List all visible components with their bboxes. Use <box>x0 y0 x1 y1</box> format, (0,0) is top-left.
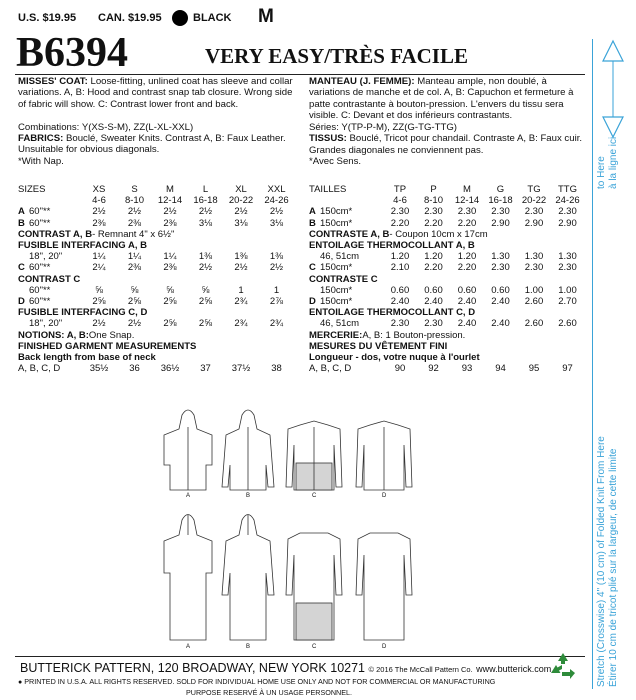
fr-notions-label: MERCERIE: <box>309 329 363 341</box>
en-fusible-cd-row-value-1: 2½ <box>127 318 142 330</box>
en-size-ranges-row-value-0: 4-6 <box>92 195 106 207</box>
en-contrast-c-row-view: D <box>18 296 25 307</box>
fr-back-length-row-value-5: 97 <box>562 363 573 375</box>
en-contrast-c-row-value-2: ⅝ <box>166 284 174 296</box>
en-notions <box>18 330 296 341</box>
description-title-en: MISSES' COAT: <box>18 76 88 87</box>
fabrics-text-fr: Bouclé, Tricot pour chandail. Contraste A, B: Faux cuir. Grandes diagonales ne conviennent pas. <box>309 133 583 156</box>
fr-fusible-ab-row-value-3: 1.30 <box>491 251 510 263</box>
fr-contrast-c-row-value-3: 2.40 <box>491 296 510 307</box>
en-contrast-c-label: CONTRAST C <box>18 273 81 285</box>
en-fusible-cd <box>18 307 296 318</box>
fr-contrast-ab-detail: - Coupon 10cm x 17cm <box>389 228 488 240</box>
fr-yardage-row-value-0: 2.20 <box>390 217 410 229</box>
en-contrast-c-row-value-0: 2⅝ <box>92 296 106 307</box>
fr-yardage-row-value-5: 2.30 <box>558 206 577 218</box>
fr-contrast-c-row-width: 150cm* <box>320 296 353 307</box>
en-yardage-row <box>18 206 296 217</box>
fr-fusible-ab-row <box>309 251 587 262</box>
fr-yardage-row-value-1: 2.30 <box>424 206 443 218</box>
en-contrast-c-row-value-0: ⅝ <box>95 284 103 296</box>
back-label-b: B <box>246 644 251 650</box>
en-fusible-ab-row-width: 60"** <box>29 262 51 274</box>
fr-yardage-row-value-2: 2.20 <box>457 217 477 229</box>
front-view-d <box>356 421 412 490</box>
en-size-ranges-row <box>18 195 296 206</box>
front-label-a: A <box>186 493 191 499</box>
en-yardage-row-value-3: 2½ <box>198 206 213 218</box>
arrow-up-icon <box>599 39 627 139</box>
fr-fusible-cd-label: ENTOILAGE THERMOCOLLANT C, D <box>309 307 476 319</box>
garment-illustrations <box>150 405 435 655</box>
en-back-length-row-value-5: 38 <box>271 363 282 375</box>
en-fusible-ab-row-value-3: 1⅜ <box>198 251 213 263</box>
en-back-length-row-value-1: 36 <box>129 363 140 375</box>
front-view-a <box>164 410 212 490</box>
fr-yardage-row-value-4: 2.30 <box>524 206 544 218</box>
en-contrast-ab-label: CONTRAST A, B <box>18 228 93 240</box>
yardage-table-en <box>18 184 296 396</box>
en-yardage-row-width: 60"** <box>29 206 51 218</box>
en-back-length-row-value-3: 37 <box>200 363 211 375</box>
fr-fusible-ab-label: ENTOILAGE THERMOCOLLANT A, B <box>309 240 475 251</box>
en-contrast-c-row <box>18 285 296 296</box>
en-fusible-ab-row <box>18 262 296 273</box>
fr-contrast-c-row-value-2: 2.40 <box>457 296 477 307</box>
yardage-table-fr <box>309 184 587 396</box>
en-back-length <box>18 352 296 363</box>
fr-size-ranges-row-value-4: 20-22 <box>521 195 547 207</box>
back-label-a: A <box>186 644 191 650</box>
fr-yardage-row-view: B <box>309 217 316 229</box>
en-yardage-row-value-1: 2½ <box>127 206 142 218</box>
fr-back-length-row-value-4: 95 <box>528 363 540 375</box>
description-text-fr: Manteau ample, non doublé, à variations de manche et de col. A, B: Capuchon et fermeture à patte contrastante à bouton-pression. L'envers du tissu sera visible. C: Devant et dos inférieurs contrastants. <box>309 76 574 121</box>
front-label-d: D <box>382 493 387 499</box>
pattern-number: B6394 <box>16 30 129 76</box>
en-fusible-ab-label: FUSIBLE INTERFACING A, B <box>18 240 147 251</box>
fr-contrast-c-row-value-1: 2.40 <box>424 296 443 307</box>
en-fusible-cd-row-value-0: 2½ <box>92 318 106 330</box>
fr-contrast-c-row-value-5: 1.00 <box>558 284 577 296</box>
color-swatch-icon <box>172 10 188 26</box>
en-fusible-ab-row-value-0: 1¼ <box>92 251 106 263</box>
en-contrast-c-row-width: 60"** <box>29 284 51 296</box>
en-finished <box>18 341 296 352</box>
fr-contrast-c-row-width: 150cm* <box>320 284 353 296</box>
en-contrast-c-row-value-5: 1 <box>273 284 280 296</box>
fr-size-ranges-row-value-3: 16-18 <box>488 195 513 207</box>
en-yardage-row-width: 60"** <box>29 217 51 229</box>
en-fusible-cd-row-value-5: 2¾ <box>269 318 284 330</box>
fr-fusible-ab-row-value-0: 2.10 <box>390 262 410 274</box>
en-fusible-ab-row-view: C <box>18 262 25 274</box>
en-fusible-cd-row <box>18 318 296 329</box>
en-contrast-c-row-value-1: 2⅝ <box>127 296 142 307</box>
en-fusible-ab-row-value-5: 1⅜ <box>269 251 284 263</box>
en-yardage-row-value-2: 2⅜ <box>163 217 177 229</box>
en-fusible-cd-row-value-4: 2¾ <box>234 318 248 330</box>
footer-rule <box>15 656 585 657</box>
fr-sizes-row-value-1: P <box>430 184 437 195</box>
en-contrast-c-row-value-4: 2¾ <box>234 296 248 307</box>
fr-contrast-c <box>309 274 587 285</box>
fr-yardage-row-value-1: 2.20 <box>424 217 443 229</box>
knit-stretch-gauge <box>592 39 633 689</box>
en-back-length-row-value-4: 37½ <box>231 363 251 375</box>
fr-fusible-cd-row-value-3: 2.40 <box>491 318 510 330</box>
fr-sizes-row-value-2: M <box>463 184 471 195</box>
en-notions-detail: One Snap. <box>88 329 135 341</box>
en-yardage-row-value-3: 3⅛ <box>198 217 213 229</box>
en-fusible-ab-row-value-5: 2½ <box>269 262 284 274</box>
en-back-length-row-width: A, B, C, D <box>18 363 61 375</box>
en-contrast-c-row-value-2: 2⅝ <box>163 296 177 307</box>
fr-yardage-row-value-2: 2.30 <box>457 206 477 218</box>
en-size-ranges-row-value-2: 12-14 <box>157 195 183 207</box>
website[interactable]: www.butterick.com <box>476 664 552 674</box>
fr-finished <box>309 341 587 352</box>
en-size-ranges-row-value-4: 20-22 <box>228 195 254 207</box>
english-column <box>18 76 296 167</box>
en-sizes-row <box>18 184 296 195</box>
fr-size-ranges-row <box>309 195 587 206</box>
combinations-en: Combinations: Y(XS-S-M), ZZ(L-XL-XXL) <box>18 121 194 133</box>
fr-contrast-c-row-value-3: 0.60 <box>491 284 510 296</box>
fr-back-length-label: Longueur - dos, votre nuque à l'ourlet <box>309 352 480 363</box>
en-fusible-ab <box>18 240 296 251</box>
fr-contrast-c-row-value-0: 2.40 <box>390 296 410 307</box>
french-column <box>309 76 587 167</box>
en-fusible-ab-row-value-0: 2¼ <box>92 262 106 274</box>
fabrics-fr <box>309 133 587 156</box>
fr-contrast-c-row-value-4: 2.60 <box>524 296 544 307</box>
fr-yardage-row-value-0: 2.30 <box>390 206 410 218</box>
back-view-b <box>222 515 274 641</box>
en-finished-label: FINISHED GARMENT MEASUREMENTS <box>18 340 197 352</box>
fr-notions-detail: A, B: 1 Bouton-pression. <box>362 329 466 341</box>
front-label-c: C <box>312 493 317 499</box>
fr-sizes-row-value-5: TTG <box>558 184 577 195</box>
en-fusible-cd-row-width: 18", 20" <box>29 318 63 330</box>
en-fusible-ab-row-value-4: 2½ <box>234 262 248 274</box>
fr-fusible-cd-row-value-5: 2.60 <box>558 318 577 330</box>
en-yardage-row-view: B <box>18 217 25 229</box>
fr-contrast-c-row <box>309 285 587 296</box>
fr-fusible-ab-row-view: C <box>309 262 316 274</box>
en-sizes-row-value-4: XL <box>235 184 247 195</box>
en-yardage-row-value-4: 3⅛ <box>234 217 248 229</box>
size-badge: M <box>258 6 274 27</box>
fr-fusible-ab-row-value-5: 2.30 <box>558 262 577 274</box>
fr-fusible-cd-row <box>309 318 587 329</box>
stretch-instruction-en: Stretch (Crosswise) 4" (10 cm) of Folded Knit From Here <box>596 436 607 687</box>
with-nap-en: *With Nap. <box>18 155 64 167</box>
fr-fusible-ab-row-value-5: 1.30 <box>558 251 577 263</box>
back-label-d: D <box>382 644 387 650</box>
en-back-length-row-value-0: 35½ <box>89 363 109 375</box>
fr-yardage-row-value-3: 2.30 <box>491 206 510 218</box>
with-nap-fr: *Avec Sens. <box>309 156 362 168</box>
fr-fusible-ab-row-width: 46, 51cm <box>320 251 360 263</box>
en-sizes-label: SIZES <box>18 184 46 195</box>
en-fusible-ab-row-value-3: 2½ <box>198 262 213 274</box>
fr-sizes-row-value-4: TG <box>527 184 541 195</box>
to-here-fr: à la ligne ici <box>608 136 619 189</box>
en-contrast-c-row-width: 60"** <box>29 296 51 307</box>
fr-size-ranges-row-value-5: 24-26 <box>555 195 580 207</box>
en-contrast-c <box>18 274 296 285</box>
fr-contrast-c-label: CONTRASTE C <box>309 273 378 285</box>
en-yardage-row <box>18 218 296 229</box>
en-contrast-c-row-value-3: ⅝ <box>201 284 210 296</box>
fr-contrast-c-row-value-2: 0.60 <box>457 284 477 296</box>
en-back-length-row-value-2: 36½ <box>160 363 180 375</box>
en-fusible-ab-row-value-2: 2⅜ <box>163 262 177 274</box>
en-size-ranges-row-value-5: 24-26 <box>264 195 289 207</box>
en-yardage-row-value-4: 2½ <box>234 206 248 218</box>
header-rule <box>15 74 585 75</box>
to-here-en: to Here <box>596 156 607 189</box>
fr-size-ranges-row-value-1: 8-10 <box>423 195 443 207</box>
us-price: U.S. $19.95 <box>18 12 77 24</box>
fr-yardage-row-value-3: 2.90 <box>491 217 510 229</box>
en-fusible-ab-row-width: 18", 20" <box>29 251 63 263</box>
en-sizes-row-value-1: S <box>131 184 138 195</box>
fr-fusible-ab-row-value-3: 2.30 <box>491 262 510 274</box>
description-en <box>18 76 296 110</box>
fr-back-length-row-value-0: 90 <box>394 363 406 375</box>
en-notions-label: NOTIONS: A, B: <box>18 329 89 341</box>
fr-fusible-ab-row-width: 150cm* <box>320 262 353 274</box>
technical-flats <box>150 405 435 655</box>
recycle-icon <box>548 651 578 681</box>
fr-fusible-cd-row-value-0: 2.30 <box>390 318 410 330</box>
color-label: BLACK <box>193 12 232 24</box>
en-sizes-row-value-5: XXL <box>267 184 286 195</box>
fr-contrast-ab <box>309 229 587 240</box>
fr-back-length <box>309 352 587 363</box>
fr-sizes-row <box>309 184 587 195</box>
back-label-c: C <box>312 644 317 650</box>
en-contrast-c-row-value-1: ⅝ <box>130 284 139 296</box>
copyright: © 2016 The McCall Pattern Co. <box>368 665 473 674</box>
en-fusible-ab-row <box>18 251 296 262</box>
back-view-c <box>286 533 342 640</box>
fr-finished-label: MESURES DU VÊTEMENT FINI <box>309 340 448 352</box>
back-view-d <box>356 533 412 640</box>
fr-fusible-ab-row <box>309 262 587 273</box>
en-yardage-row-value-5: 2½ <box>269 206 284 218</box>
fr-fusible-cd-row-value-1: 2.30 <box>424 318 443 330</box>
en-sizes-row-value-2: M <box>166 184 174 195</box>
legal-en-line: ● PRINTED IN U.S.A. ALL RIGHTS RESERVED. SOLD FOR INDIVIDUAL HOME USE ONLY AND NOT FOR COMMERCIAL OR MANUFACTURING <box>18 677 496 686</box>
en-fusible-cd-row-value-2: 2⅝ <box>163 318 177 330</box>
fr-contrast-c-row <box>309 296 587 307</box>
description-fr <box>309 76 587 121</box>
fr-contrast-c-row-value-5: 2.70 <box>558 296 577 307</box>
fr-contrast-c-row-value-1: 0.60 <box>424 284 443 296</box>
fr-size-ranges-row-value-0: 4-6 <box>393 195 407 207</box>
fr-fusible-ab <box>309 240 587 251</box>
fr-fusible-cd-row-width: 46, 51cm <box>320 318 360 330</box>
fr-sizes-label: TAILLES <box>309 184 347 195</box>
back-view-a <box>164 515 212 641</box>
legal-en: PRINTED IN U.S.A. ALL RIGHTS RESERVED. SOLD FOR INDIVIDUAL HOME USE ONLY AND NOT FOR COMMERCIAL OR MANUFACTURING <box>24 677 496 686</box>
en-fusible-ab-row-value-1: 2⅜ <box>127 262 142 274</box>
en-fusible-ab-row-value-2: 1¼ <box>163 251 177 263</box>
fabrics-text-en: Bouclé, Sweater Knits. Contrast A, B: Faux Leather. Unsuitable for obvious diagonals. <box>18 133 286 156</box>
fr-fusible-cd-row-value-4: 2.60 <box>524 318 544 330</box>
en-contrast-c-row-value-4: 1 <box>238 284 244 296</box>
fr-fusible-ab-row-value-2: 1.20 <box>457 251 477 263</box>
en-contrast-c-row-value-5: 2⅞ <box>269 296 284 307</box>
stretch-instruction-fr: Étirer 10 cm de tricot plié sur la largeur, de cette limite <box>608 448 619 687</box>
en-fusible-ab-row-value-1: 1¼ <box>127 251 142 263</box>
fr-yardage-row-width: 150cm* <box>320 217 353 229</box>
fr-back-length-row <box>309 363 587 374</box>
en-back-length-row <box>18 363 296 374</box>
en-yardage-row-value-2: 2½ <box>163 206 177 218</box>
en-fusible-ab-row-value-4: 1⅜ <box>234 251 248 263</box>
fr-yardage-row <box>309 206 587 217</box>
fr-yardage-row <box>309 218 587 229</box>
combinations-fr: Séries: Y(TP-P-M), ZZ(G-TG-TTG) <box>309 122 457 134</box>
fr-yardage-row-value-4: 2.90 <box>524 217 544 229</box>
en-contrast-ab-detail: - Remnant 4" x 6½" <box>92 228 175 240</box>
en-fusible-cd-label: FUSIBLE INTERFACING C, D <box>18 307 148 319</box>
en-yardage-row-value-1: 2⅜ <box>127 217 142 229</box>
en-sizes-row-value-3: L <box>202 184 209 195</box>
fabrics-title-fr: TISSUS: <box>309 133 347 145</box>
en-size-ranges-row-value-3: 16-18 <box>193 195 218 207</box>
description-text-en: Loose-fitting, unlined coat has sleeve and collar variations. A, B: Hood and contrast snap tab closure. Wrong side of fabric will show. C: Contrast lower front and back. <box>18 76 293 110</box>
fr-fusible-ab-row-value-1: 1.20 <box>424 251 443 263</box>
fr-back-length-row-value-3: 94 <box>495 363 506 375</box>
fr-sizes-row-value-0: TP <box>393 184 407 195</box>
fr-back-length-row-value-1: 92 <box>428 363 439 375</box>
fr-fusible-ab-row-value-4: 1.30 <box>524 251 544 263</box>
fr-fusible-ab-row-value-4: 2.30 <box>524 262 544 274</box>
en-yardage-row-value-0: 2⅜ <box>92 217 106 229</box>
company-line <box>20 661 551 675</box>
en-yardage-row-value-5: 3⅛ <box>269 217 284 229</box>
fr-fusible-cd <box>309 307 587 318</box>
en-contrast-ab <box>18 229 296 240</box>
front-view-b <box>222 410 274 490</box>
fr-fusible-cd-row-value-2: 2.40 <box>457 318 477 330</box>
fr-contrast-c-row-view: D <box>309 296 316 307</box>
en-contrast-c-row-value-3: 2⅝ <box>198 296 213 307</box>
fr-back-length-row-value-2: 93 <box>461 363 473 375</box>
en-size-ranges-row-value-1: 8-10 <box>124 195 144 207</box>
difficulty-label: VERY EASY/TRÈS FACILE <box>205 44 468 68</box>
fr-contrast-c-row-value-0: 0.60 <box>390 284 410 296</box>
fr-yardage-row-width: 150cm* <box>320 206 353 218</box>
fr-size-ranges-row-value-2: 12-14 <box>454 195 480 207</box>
can-price: CAN. $19.95 <box>98 12 162 24</box>
en-yardage-row-value-0: 2½ <box>92 206 106 218</box>
description-title-fr: MANTEAU (J. FEMME): <box>309 76 415 87</box>
front-view-c <box>286 421 342 490</box>
fr-contrast-c-row-value-4: 1.00 <box>524 284 544 296</box>
fr-back-length-row-width: A, B, C, D <box>309 363 352 375</box>
fr-notions <box>309 330 587 341</box>
en-yardage-row-view: A <box>18 206 25 218</box>
fabrics-en <box>18 133 296 156</box>
en-back-length-label: Back length from base of neck <box>18 352 156 363</box>
legal-fr: PURPOSE RESERVÉ À UN USAGE PERSONNEL. <box>186 688 353 697</box>
en-sizes-row-value-0: XS <box>92 184 106 195</box>
en-contrast-c-row <box>18 296 296 307</box>
fr-contrast-ab-label: CONTRASTE A, B <box>309 228 390 240</box>
fabrics-title-en: FABRICS: <box>18 133 64 145</box>
front-label-b: B <box>246 493 251 499</box>
fr-sizes-row-value-3: G <box>496 184 505 195</box>
company-address: BUTTERICK PATTERN, 120 BROADWAY, NEW YORK 10271 <box>20 661 366 675</box>
fr-fusible-ab-row-value-2: 2.20 <box>457 262 477 274</box>
fr-yardage-row-value-5: 2.90 <box>558 217 577 229</box>
fr-fusible-ab-row-value-0: 1.20 <box>390 251 410 263</box>
fr-fusible-ab-row-value-1: 2.20 <box>424 262 443 274</box>
en-fusible-cd-row-value-3: 2⅝ <box>198 318 213 330</box>
fr-yardage-row-view: A <box>309 206 316 218</box>
